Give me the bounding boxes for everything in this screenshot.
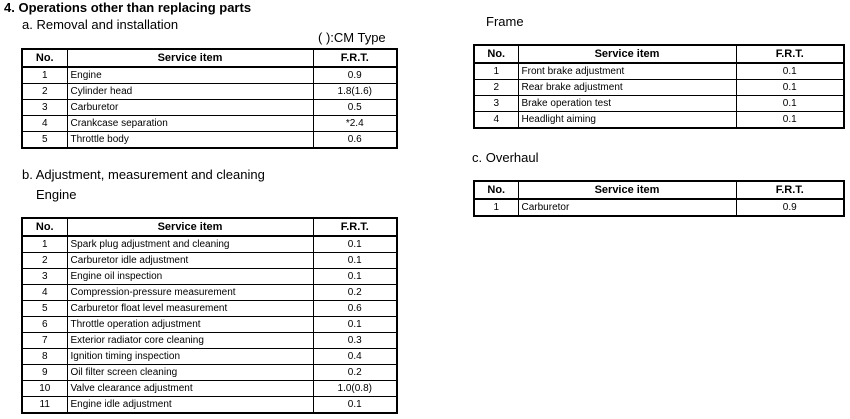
- frt-value: 0.9: [313, 67, 397, 84]
- service-item: Exterior radiator core cleaning: [67, 333, 313, 349]
- row-number: 11: [22, 397, 67, 414]
- service-item: Engine: [67, 67, 313, 84]
- col-header-frt: F.R.T.: [313, 218, 397, 236]
- table-row: [474, 80, 844, 96]
- col-header-frt: F.R.T.: [313, 49, 397, 67]
- frt-value: 0.6: [313, 301, 397, 317]
- frt-value: 0.1: [736, 112, 844, 129]
- frt-value: 0.1: [736, 96, 844, 112]
- table-row: [22, 116, 397, 132]
- col-header-service-item: Service item: [67, 218, 313, 236]
- section-a-title: a. Removal and installation: [22, 17, 179, 32]
- frt-value: 0.1: [313, 269, 397, 285]
- row-number: 4: [22, 285, 67, 301]
- col-header-no: No.: [474, 181, 518, 199]
- frt-value: 1.0(0.8): [313, 381, 397, 397]
- row-number: 2: [22, 84, 67, 100]
- service-item: Rear brake adjustment: [518, 80, 736, 96]
- frt-value: 0.1: [313, 253, 397, 269]
- col-header-no: No.: [22, 218, 67, 236]
- row-number: 2: [22, 253, 67, 269]
- frame-table: [473, 44, 845, 129]
- row-number: 1: [474, 63, 518, 80]
- cm-type-note: ( ):CM Type: [318, 30, 386, 45]
- service-item: Valve clearance adjustment: [67, 381, 313, 397]
- row-number: 1: [22, 236, 67, 253]
- service-item: Carburetor: [67, 100, 313, 116]
- page-heading: 4. Operations other than replacing parts: [4, 0, 252, 15]
- row-number: 10: [22, 381, 67, 397]
- table-row: [22, 317, 397, 333]
- row-number: 6: [22, 317, 67, 333]
- section-b-subtitle: Engine: [36, 187, 77, 202]
- table-row: [22, 84, 397, 100]
- frt-value: 1.8(1.6): [313, 84, 397, 100]
- col-header-no: No.: [22, 49, 67, 67]
- frt-value: 0.6: [313, 132, 397, 149]
- frt-value: 0.3: [313, 333, 397, 349]
- row-number: 5: [22, 301, 67, 317]
- table-row: [22, 301, 397, 317]
- table-row: [22, 365, 397, 381]
- service-item: Compression-pressure measurement: [67, 285, 313, 301]
- table-row: [22, 381, 397, 397]
- col-header-service-item: Service item: [518, 45, 736, 63]
- table-row: [22, 236, 397, 253]
- service-item: Carburetor: [518, 199, 736, 216]
- service-item: Carburetor float level measurement: [67, 301, 313, 317]
- service-item: Brake operation test: [518, 96, 736, 112]
- row-number: 1: [474, 199, 518, 216]
- service-item: Cylinder head: [67, 84, 313, 100]
- row-number: 2: [474, 80, 518, 96]
- col-header-service-item: Service item: [67, 49, 313, 67]
- table-row: [22, 253, 397, 269]
- table-row: [22, 397, 397, 414]
- col-header-no: No.: [474, 45, 518, 63]
- table-row: [474, 96, 844, 112]
- removal-installation-table: [21, 48, 398, 149]
- frt-value: 0.1: [313, 317, 397, 333]
- service-item: Headlight aiming: [518, 112, 736, 129]
- frt-value: 0.9: [736, 199, 844, 216]
- frt-value: 0.4: [313, 349, 397, 365]
- frame-title: Frame: [486, 14, 524, 29]
- col-header-service-item: Service item: [518, 181, 736, 199]
- row-number: 3: [474, 96, 518, 112]
- service-item: Engine oil inspection: [67, 269, 313, 285]
- adjustment-engine-table: [21, 217, 398, 414]
- table-row: [22, 285, 397, 301]
- table-row: [22, 269, 397, 285]
- overhaul-table: [473, 180, 845, 217]
- frt-value: 0.5: [313, 100, 397, 116]
- table-row: [22, 349, 397, 365]
- row-number: 5: [22, 132, 67, 149]
- row-number: 4: [474, 112, 518, 129]
- frt-value: 0.1: [313, 397, 397, 414]
- frt-value: *2.4: [313, 116, 397, 132]
- service-item: Oil filter screen cleaning: [67, 365, 313, 381]
- row-number: 8: [22, 349, 67, 365]
- service-item: Throttle operation adjustment: [67, 317, 313, 333]
- table-row: [474, 199, 844, 216]
- service-item: Crankcase separation: [67, 116, 313, 132]
- frt-value: 0.2: [313, 365, 397, 381]
- service-item: Carburetor idle adjustment: [67, 253, 313, 269]
- section-c-title: c. Overhaul: [472, 150, 539, 165]
- service-item: Spark plug adjustment and cleaning: [67, 236, 313, 253]
- frt-value: 0.1: [736, 63, 844, 80]
- col-header-frt: F.R.T.: [736, 181, 844, 199]
- table-row: [22, 100, 397, 116]
- table-row: [474, 63, 844, 80]
- col-header-frt: F.R.T.: [736, 45, 844, 63]
- table-row: [22, 132, 397, 149]
- section-b-title: b. Adjustment, measurement and cleaning: [22, 167, 265, 182]
- row-number: 9: [22, 365, 67, 381]
- row-number: 3: [22, 269, 67, 285]
- frt-value: 0.1: [736, 80, 844, 96]
- row-number: 7: [22, 333, 67, 349]
- row-number: 4: [22, 116, 67, 132]
- service-item: Ignition timing inspection: [67, 349, 313, 365]
- service-item: Throttle body: [67, 132, 313, 149]
- table-row: [22, 333, 397, 349]
- frt-value: 0.1: [313, 236, 397, 253]
- service-item: Front brake adjustment: [518, 63, 736, 80]
- table-row: [474, 112, 844, 129]
- row-number: 3: [22, 100, 67, 116]
- table-row: [22, 67, 397, 84]
- service-item: Engine idle adjustment: [67, 397, 313, 414]
- row-number: 1: [22, 67, 67, 84]
- frt-value: 0.2: [313, 285, 397, 301]
